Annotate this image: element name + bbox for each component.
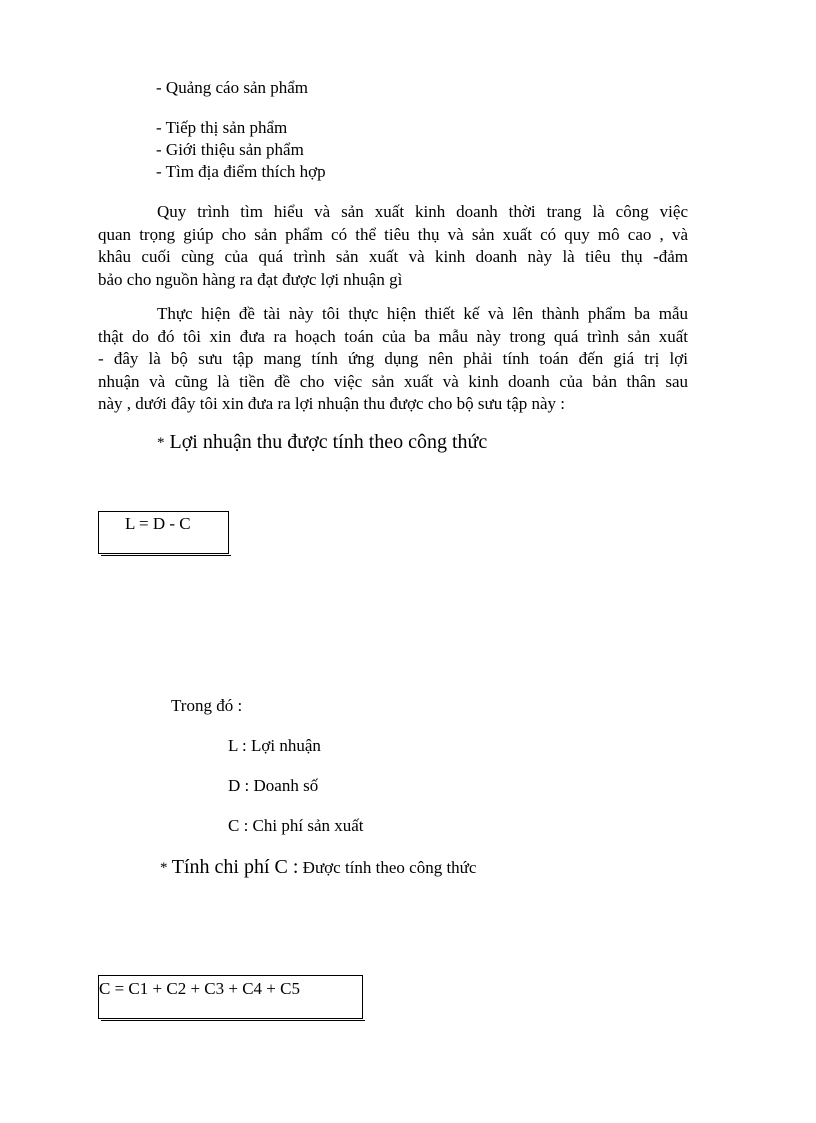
asterisk-bullet: * [160,860,168,876]
asterisk-bullet: * [157,435,165,451]
cost-heading-large: Tính chi phí C : [171,856,299,878]
paragraph-process [98,201,688,291]
bullet-item: - Giới thiệu sản phẩm [156,140,304,159]
paragraph-project [98,303,688,416]
definition-profit: L : Lợi nhuận [228,736,321,755]
cost-heading-small: Được tính theo công thức [302,858,477,877]
paragraph-line: - đây là bộ sưu tập mang tính ứng dụng nên phải tính toán đến giá trị lợi [98,349,688,368]
profit-formula-box [98,511,229,554]
cost-formula: C = C1 + C2 + C3 + C4 + C5 [99,979,300,998]
bullet-item: - Tiếp thị sản phẩm [156,118,288,137]
paragraph-line: thật do đó tôi xin đưa ra hoạch toán của ba mẫu này trong quá trình sản xuất [98,326,688,346]
paragraph-line: nhuận và cũng là tiền đề cho việc sản xuất và kinh doanh của bản thân sau [98,371,688,391]
paragraph-line: Quy trình tìm hiểu và sản xuất kinh doanh thời trang là công việc [157,202,688,221]
profit-formula: L = D - C [125,514,191,533]
cost-formula-heading [160,856,476,879]
profit-heading-text: Lợi nhuận thu được tính theo công thức [169,431,488,453]
bullet-item: - Tìm địa điểm thích hợp [156,162,326,181]
paragraph-line: này , dưới đây tôi xin đưa ra lợi nhuận thu được cho bộ sưu tập này : [98,394,566,413]
bullet-item: - Quảng cáo sản phẩm [156,78,309,97]
paragraph-line: Thực hiện đề tài này tôi thực hiện thiết kế và lên thành phẩm ba mẫu [157,304,688,323]
paragraph-line: bảo cho nguồn hàng ra đạt được lợi nhuận gì [98,269,403,289]
cost-formula-box [98,975,363,1019]
definition-revenue: D : Doanh số [228,776,319,795]
paragraph-line: khâu cuối cùng của quá trình sản xuất và kinh doanh này là tiêu thụ -đảm [98,247,688,266]
definition-cost: C : Chi phí sản xuất [228,816,364,835]
where-label: Trong đó : [171,696,243,715]
profit-formula-heading [157,431,487,454]
paragraph-line: quan trọng giúp cho sản phẩm có thể tiêu thụ và sản xuất có quy mô cao , và [98,224,688,244]
